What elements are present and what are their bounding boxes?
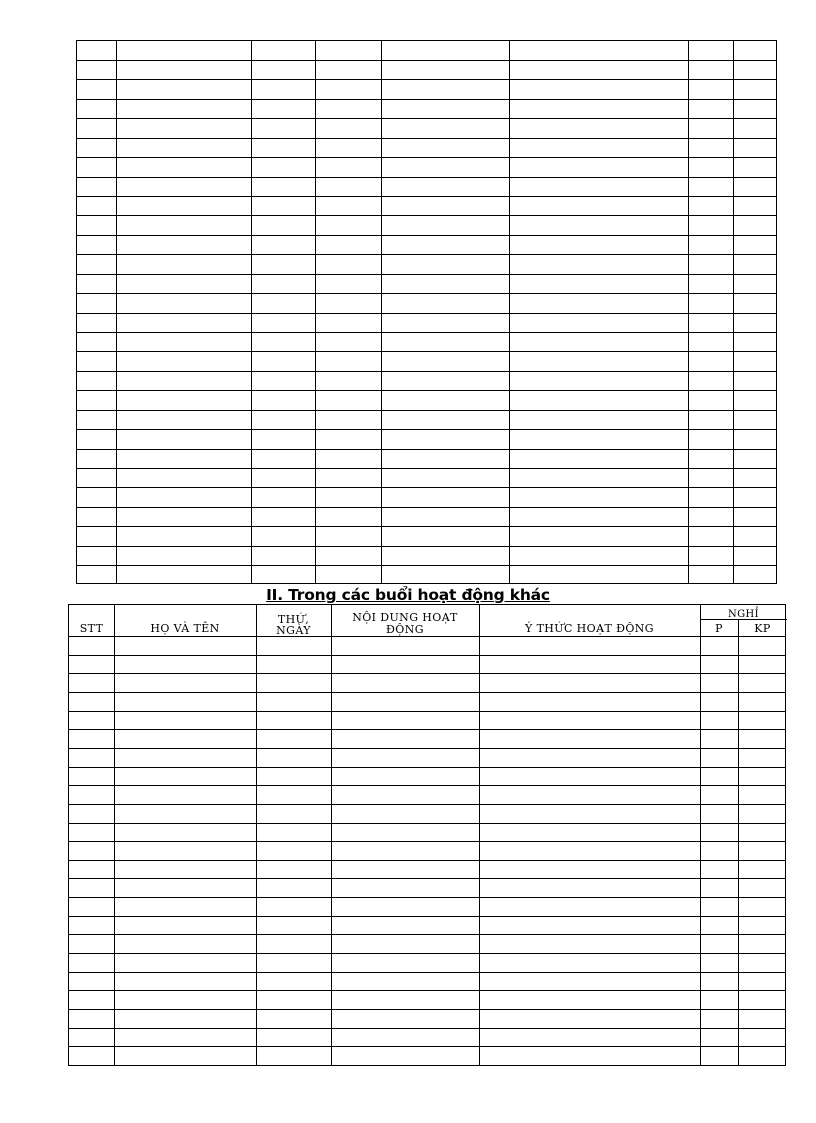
top-table-row-divider <box>77 313 776 314</box>
header-attitude: Ý THỨC HOẠT ĐỘNG <box>525 622 654 635</box>
top-table-row-divider <box>77 332 776 333</box>
top-attendance-table <box>76 40 777 584</box>
activity-table-row-divider <box>69 1028 785 1029</box>
header-name: HỌ VÀ TÊN <box>150 622 220 635</box>
top-table-row-divider <box>77 565 776 566</box>
top-table-row-divider <box>77 526 776 527</box>
activity-table-row-divider <box>69 767 785 768</box>
top-table-row-divider <box>77 390 776 391</box>
header-date-line2: NGÀY <box>276 624 311 637</box>
activity-table-row-divider <box>69 823 785 824</box>
top-table-row-divider <box>77 351 776 352</box>
activity-table-row-divider <box>69 711 785 712</box>
header-content-line1: NỘI DUNG HOẠT <box>352 611 458 624</box>
activity-table-row-divider <box>69 655 785 656</box>
activity-table-row-divider <box>69 729 785 730</box>
activity-table-header-divider <box>69 636 785 637</box>
activity-table-row-divider <box>69 953 785 954</box>
activity-table-row-divider <box>69 972 785 973</box>
top-table-row-divider <box>77 293 776 294</box>
activity-table-row-divider <box>69 897 785 898</box>
header-absent-p: P <box>715 622 723 635</box>
top-table-row-divider <box>77 138 776 139</box>
top-table-row-divider <box>77 157 776 158</box>
top-table-row-divider <box>77 371 776 372</box>
activity-table-row-divider <box>69 916 785 917</box>
activity-table <box>68 604 786 1066</box>
activity-table-row-divider <box>69 1009 785 1010</box>
top-table-row-divider <box>77 546 776 547</box>
activity-table-row-divider <box>69 748 785 749</box>
activity-table-row-divider <box>69 1046 785 1047</box>
activity-table-row-divider <box>69 841 785 842</box>
activity-table-row-divider <box>69 990 785 991</box>
header-absent-kp: KP <box>754 622 771 635</box>
top-table-row-divider <box>77 274 776 275</box>
top-table-row-divider <box>77 468 776 469</box>
activity-table-row-divider <box>69 785 785 786</box>
header-absent: NGHỈ <box>727 609 759 620</box>
top-table-row-divider <box>77 79 776 80</box>
top-table-row-divider <box>77 507 776 508</box>
top-table-row-divider <box>77 118 776 119</box>
top-table-row-divider <box>77 487 776 488</box>
top-table-row-divider <box>77 215 776 216</box>
top-table-row-divider <box>77 429 776 430</box>
absent-header-divider <box>700 619 787 620</box>
header-stt: STT <box>79 622 104 635</box>
header-date-line1: THỨ, <box>277 613 310 626</box>
activity-table-row-divider <box>69 673 785 674</box>
top-table-row-divider <box>77 254 776 255</box>
top-table-row-divider <box>77 410 776 411</box>
top-table-row-divider <box>77 177 776 178</box>
header-content-line2: ĐỘNG <box>386 623 424 636</box>
activity-table-row-divider <box>69 804 785 805</box>
top-table-row-divider <box>77 235 776 236</box>
activity-table-row-divider <box>69 692 785 693</box>
top-table-row-divider <box>77 99 776 100</box>
activity-table-row-divider <box>69 878 785 879</box>
top-table-row-divider <box>77 449 776 450</box>
section-title: II. Trong các buổi hoạt động khác <box>266 586 550 604</box>
top-table-row-divider <box>77 196 776 197</box>
activity-table-row-divider <box>69 934 785 935</box>
top-table-row-divider <box>77 60 776 61</box>
activity-table-row-divider <box>69 860 785 861</box>
